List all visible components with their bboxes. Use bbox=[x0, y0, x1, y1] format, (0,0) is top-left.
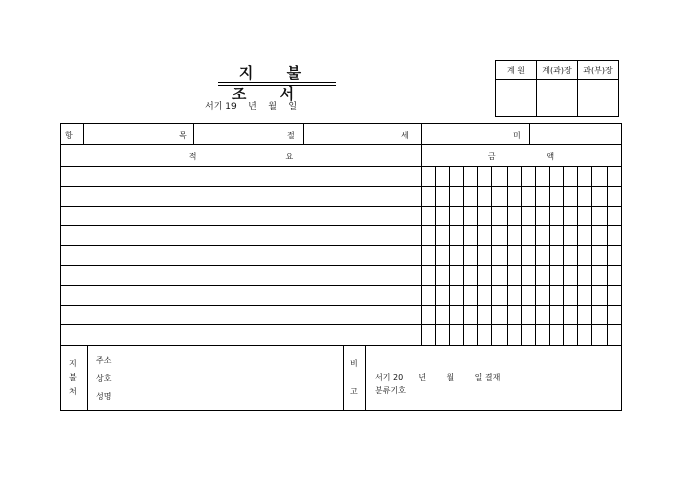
divider bbox=[365, 345, 366, 411]
divider bbox=[421, 124, 422, 144]
approval-header-department-chief: 과(부)장 bbox=[578, 61, 619, 80]
amount-digit-column-line bbox=[477, 166, 478, 345]
ledger-row-line bbox=[61, 305, 621, 306]
divider bbox=[83, 124, 84, 144]
ledger-row-line bbox=[61, 245, 621, 246]
label-se: 세 bbox=[401, 131, 409, 140]
title-underline bbox=[218, 82, 336, 83]
document-title: 지 불 조 서 bbox=[231, 64, 316, 103]
divider bbox=[529, 124, 530, 144]
ledger-row-line bbox=[61, 225, 621, 226]
amount-digit-column-line bbox=[535, 166, 536, 345]
ledger-row-line bbox=[61, 324, 621, 325]
form-frame bbox=[60, 123, 622, 411]
amount-digit-column-line bbox=[435, 166, 436, 345]
amount-digit-column-line bbox=[463, 166, 464, 345]
amount-digit-column-line bbox=[521, 166, 522, 345]
approval-header-section-chief: 계(과)장 bbox=[537, 61, 578, 80]
ledger-row-line bbox=[61, 285, 621, 286]
summary-amount-divider bbox=[421, 144, 422, 345]
label-mi: 미 bbox=[513, 131, 521, 140]
approval-sign-section-chief[interactable] bbox=[537, 80, 578, 117]
row-divider bbox=[61, 166, 621, 167]
payee-company-label: 상호 bbox=[96, 374, 112, 383]
divider bbox=[343, 345, 344, 411]
remarks-label-2: 고 bbox=[350, 387, 358, 396]
amount-digit-column-line bbox=[591, 166, 592, 345]
classification-code-label: 분류기호 bbox=[375, 386, 406, 395]
ledger-row-line bbox=[61, 206, 621, 207]
approval-sign-clerk[interactable] bbox=[496, 80, 537, 117]
amount-digit-column-line bbox=[607, 166, 608, 345]
approval-sign-department-chief[interactable] bbox=[578, 80, 619, 117]
date-line: 서기 19 년 월 일 bbox=[205, 102, 298, 112]
label-mok: 목 bbox=[179, 131, 187, 140]
payee-label-1: 지 bbox=[69, 359, 77, 368]
approval-header-clerk: 계 원 bbox=[496, 61, 537, 80]
row-divider bbox=[61, 345, 621, 346]
column-header-amount: 금 액 bbox=[487, 152, 555, 161]
ledger-row-line bbox=[61, 186, 621, 187]
amount-digit-column-line bbox=[563, 166, 564, 345]
row-divider bbox=[61, 144, 621, 145]
approval-box bbox=[495, 60, 619, 117]
label-hang: 항 bbox=[65, 131, 73, 140]
payee-name-label: 성명 bbox=[96, 392, 112, 401]
amount-digit-column-line bbox=[507, 166, 508, 345]
payee-label-2: 불 bbox=[69, 373, 77, 382]
payee-label-3: 처 bbox=[69, 387, 77, 396]
divider bbox=[87, 345, 88, 411]
title-underline-2 bbox=[218, 85, 336, 86]
amount-digit-column-line bbox=[549, 166, 550, 345]
amount-digit-column-line bbox=[491, 166, 492, 345]
column-header-summary: 적 요 bbox=[188, 152, 294, 161]
divider bbox=[193, 124, 194, 144]
remarks-label-1: 비 bbox=[350, 359, 358, 368]
label-jeol: 절 bbox=[287, 131, 295, 140]
settlement-date-line: 서기 20 년 월 일 결재 bbox=[375, 373, 501, 382]
amount-digit-column-line bbox=[577, 166, 578, 345]
payee-address-label: 주소 bbox=[96, 356, 112, 365]
amount-digit-column-line bbox=[449, 166, 450, 345]
ledger-row-line bbox=[61, 265, 621, 266]
divider bbox=[303, 124, 304, 144]
